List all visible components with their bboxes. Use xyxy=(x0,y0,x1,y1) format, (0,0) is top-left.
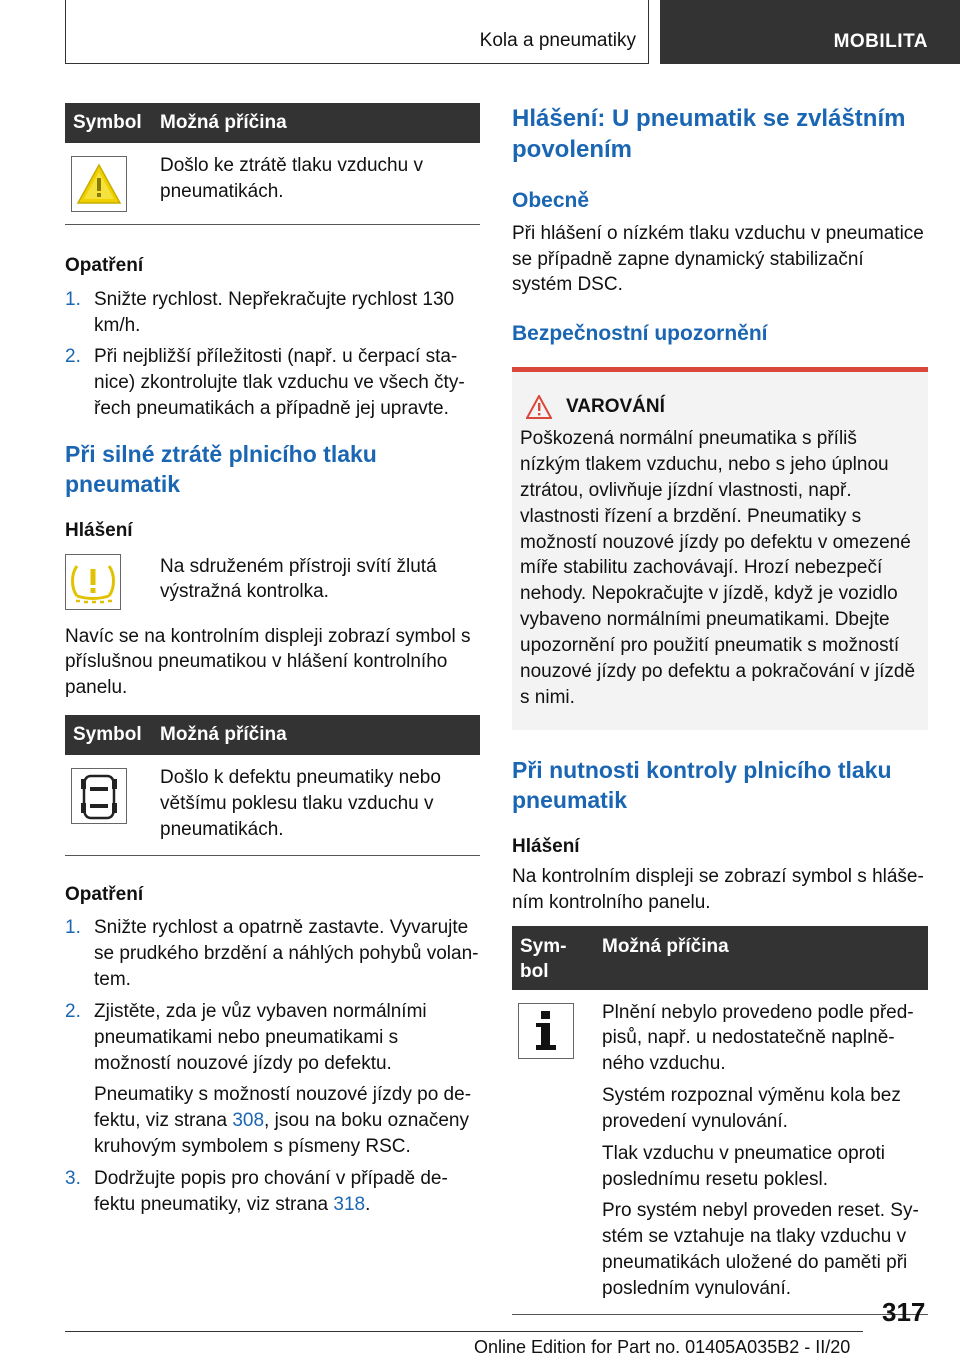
table-row xyxy=(65,143,480,225)
measures-label: Opatření xyxy=(65,883,144,905)
col-symbol: Symbol xyxy=(73,112,142,134)
left-column xyxy=(65,103,480,1223)
subsection-heading: Obecně xyxy=(512,189,590,213)
message-label: Hlášení xyxy=(512,836,580,858)
table-header xyxy=(65,715,480,755)
warning-text: Poškozená normální pneumatika s příliš nízkým tlakem vzduchu, nebo s jeho úplnou ztrátou, ovlivňuje jízdní vlastnosti, např. vlastnosti řízení a brzdění. Pneumatiky s možností nouzové jízdy po defektu v omezené míře stabilitu zachovávají. Hrozí nebezpečí nehody. Nepokračujte v jízdě, když je vozidlo vybaveno normálními pneumatikami. Dbejte upozornění pro použití pneumatik s možností nouzové jízdy po defektu a pokračování v jízdě s nimi. xyxy=(520,428,916,708)
list-item: 3. Dodržujte popis pro chování v případě defektu pneumatiky, viz strana 318. xyxy=(65,1167,448,1215)
list-item: 2. Zjistěte, zda je vůz vybaven normálními pneumatikami nebo pneumatikami s možností nouzové jízdy po defektu. Pneumatiky s možností nouzové jízdy po defektu, viz strana 308, jsou na boku označeny kruhovým symbolem s písmeny RSC. xyxy=(65,1000,472,1157)
info-icon xyxy=(518,1003,574,1059)
list-item: 1. Snižte rychlost a opatrně zastavte. Vyvarujte se prudkého brzdění a náhlých pohybů volantem. xyxy=(65,917,479,991)
warning-box xyxy=(512,367,928,730)
warning-triangle-icon xyxy=(71,156,127,212)
table-row xyxy=(65,755,480,855)
footer-divider xyxy=(65,1331,863,1332)
list-item: 2. Při nejbližší příležitosti (např. u čerpací stanice) zkontrolujte tlak vzduchu ve všech čtyřech pneumatikách a případně jej upravte. xyxy=(65,346,465,420)
symbol-table-3 xyxy=(512,926,928,1315)
tire-pressure-warning-icon xyxy=(65,554,121,610)
col-cause: Možná příčina xyxy=(160,724,287,746)
symbol-table-2 xyxy=(65,715,480,855)
general-text: Při hlášení o nízkém tlaku vzduchu v pneumatice se případně zapne dynamický stabilizační systém DSC. xyxy=(512,222,924,296)
message-text: Na kontrolním displeji se zobrazí symbol s hlášením kontrolního panelu. xyxy=(512,866,924,913)
additional-text: Navíc se na kontrolním displeji zobrazí symbol s příslušnou pneumatikou v hlášení kontrolního panelu. xyxy=(65,625,471,699)
header-title: Kola a pneumatiky xyxy=(479,30,636,51)
cause-text: Došlo k defektu pneumatiky nebo většímu poklesu tlaku vzduchu v pneumatikách. xyxy=(160,767,441,840)
table-header xyxy=(512,926,928,990)
message-text: Na sdruženém přístroji svítí žlutá výstražná kontrolka. xyxy=(160,555,437,603)
cause-text: Došlo ke ztrátě tlaku vzduchu v pneumatikách. xyxy=(160,155,423,202)
message-label: Hlášení xyxy=(65,519,133,541)
car-tire-status-icon xyxy=(71,768,127,824)
col-symbol: Symbol xyxy=(520,935,567,983)
warning-icon xyxy=(526,395,552,419)
table-row: Plnění nebylo provedeno podle předpisů, např. u nedostatečně naplněného vzduchu. Systém rozpoznal výměnu kola bez provedení vynulování. Tlak vzduchu v pneumatice oproti poslednímu resetu poklesl. Pro systém nebyl proveden reset. Systém se vztahuje na tlaky vzduchu v pneumatikách uložené do paměti při posledním vynulování. xyxy=(512,990,928,1315)
section-heading: Hlášení: U pneumatik se zvláštním povolením xyxy=(512,105,906,164)
section-heading: Při silné ztrátě plnicího tlaku pneumatik xyxy=(65,440,377,497)
col-cause: Možná příčina xyxy=(602,935,729,957)
measures-list xyxy=(65,287,480,422)
measures-label: Opatření xyxy=(65,255,144,276)
list-item: 1. Snižte rychlost. Nepřekračujte rychlost 130 km/h. xyxy=(65,288,455,336)
footer-edition: Online Edition for Part no. 01405A035B2 - II/20 xyxy=(474,1337,851,1357)
measures-list xyxy=(65,915,480,1217)
header-section-box xyxy=(660,0,960,64)
symbol-table-1 xyxy=(65,103,480,225)
subsection-heading: Bezpečnostní upozornění xyxy=(512,322,768,346)
header-title-box xyxy=(65,0,649,64)
table-header xyxy=(65,103,480,143)
col-symbol: Symbol xyxy=(73,724,142,746)
col-cause: Možná příčina xyxy=(160,112,287,134)
page-link-308[interactable]: 308 xyxy=(232,1110,265,1132)
page-link-318[interactable]: 318 xyxy=(333,1193,366,1215)
right-column xyxy=(512,103,928,1315)
page-number: 317 xyxy=(882,1297,926,1327)
section-heading: Při nutnosti kontroly plnicího tlaku pneumatik xyxy=(512,757,892,814)
warning-title: VAROVÁNÍ xyxy=(566,396,665,418)
header-section: MOBILITA xyxy=(833,31,928,52)
